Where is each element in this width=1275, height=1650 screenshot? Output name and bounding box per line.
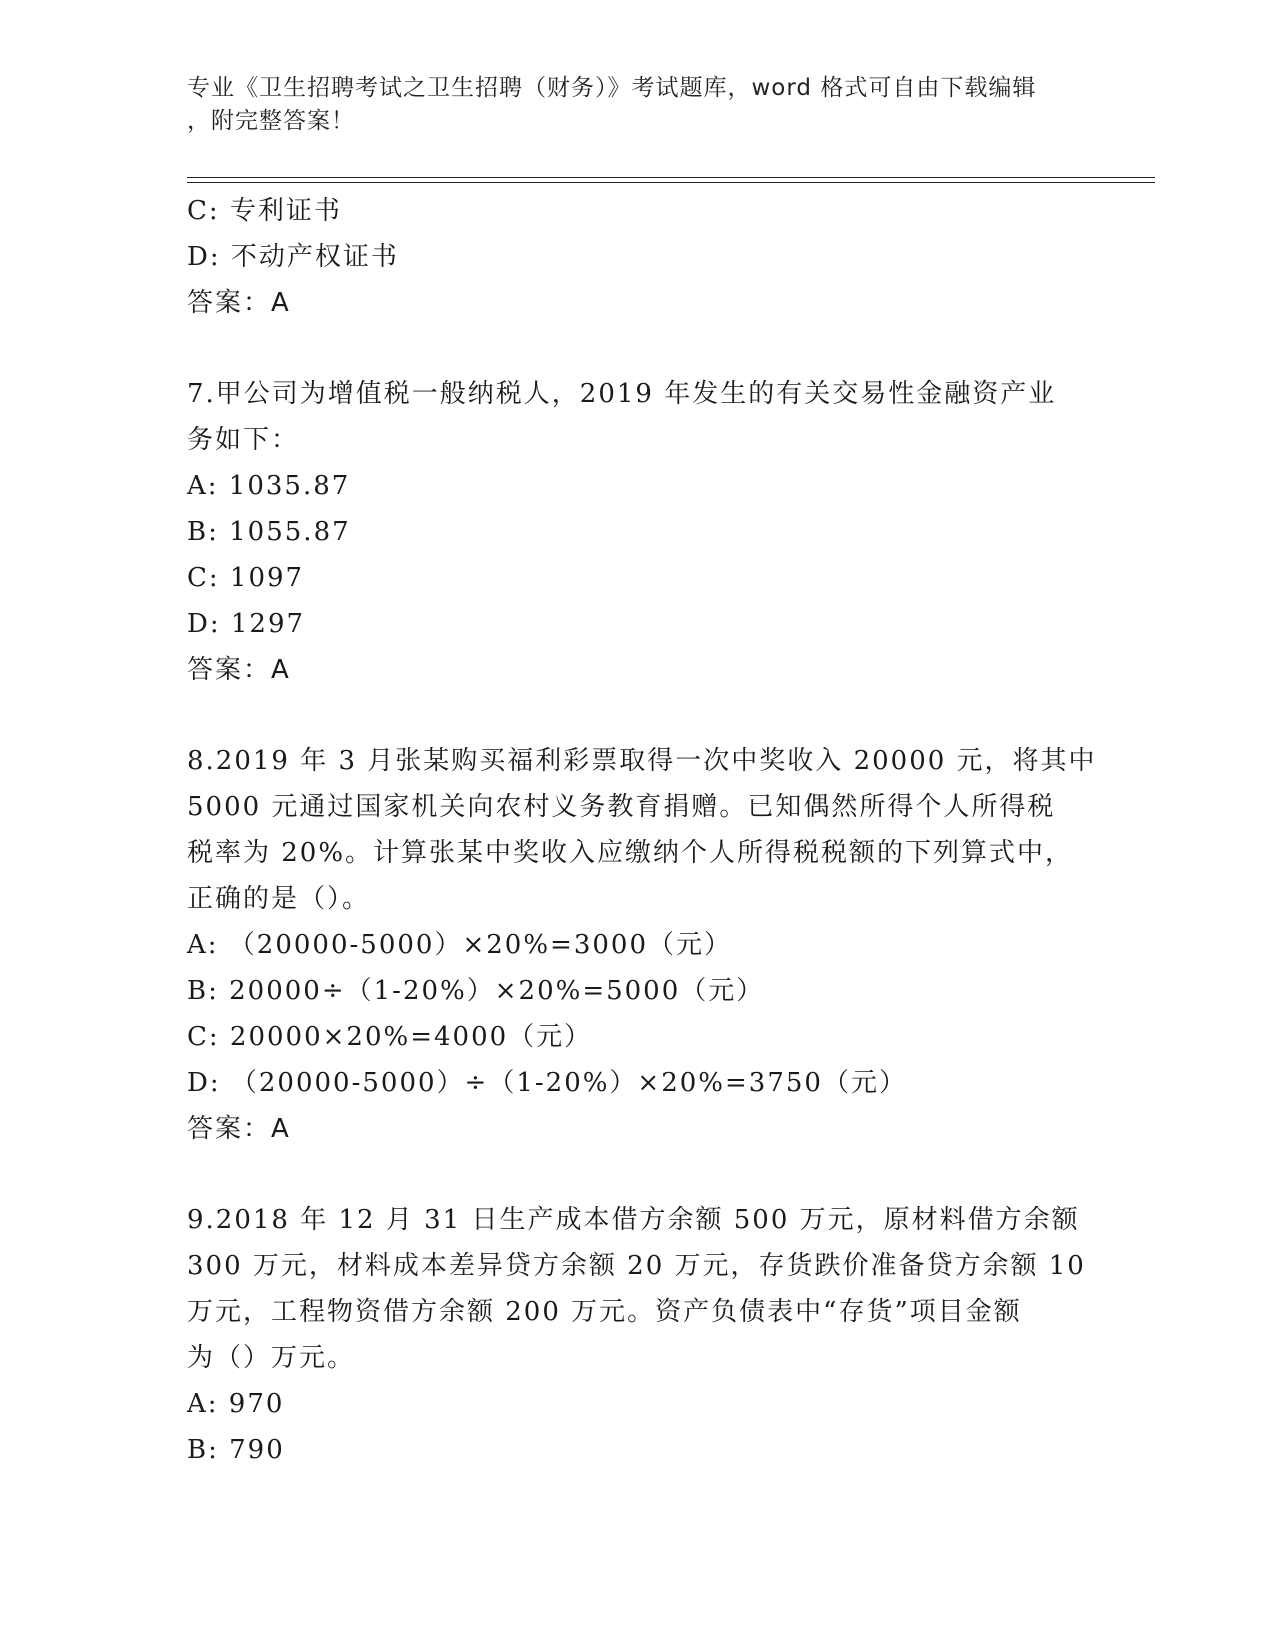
question-8 [187, 738, 1097, 1152]
option-a: A: 970 [187, 1389, 285, 1419]
question-stem: 8.2019 年 3 月张某购买福利彩票取得一次中奖收入 20000 元，将其中 [187, 746, 1097, 776]
question-stem: 为（）万元。 [187, 1343, 356, 1373]
answer-label: 答案：A [187, 288, 291, 318]
option-a: A: 1035.87 [187, 471, 351, 501]
header-divider-top [187, 177, 1155, 178]
option-c: C: 专利证书 [187, 196, 342, 226]
option-b: B: 20000÷（1-20%）×20%=5000（元） [187, 976, 765, 1006]
option-c: C: 1097 [187, 563, 305, 593]
question-stem: 务如下： [187, 425, 300, 455]
option-c: C: 20000×20%=4000（元） [187, 1022, 593, 1052]
answer-label: 答案：A [187, 655, 291, 685]
spacer [187, 693, 1087, 738]
question-6-tail [187, 188, 1087, 326]
spacer [187, 326, 1087, 371]
question-list [187, 188, 1097, 1473]
option-b: B: 1055.87 [187, 517, 351, 547]
question-stem: 7.甲公司为增值税一般纳税人，2019 年发生的有关交易性金融资产业 [187, 379, 1057, 409]
question-stem: 5000 元通过国家机关向农村义务教育捐赠。已知偶然所得个人所得税 [187, 792, 1056, 822]
option-b: B: 790 [187, 1435, 285, 1465]
header-divider-bottom [187, 182, 1155, 183]
question-stem: 税率为 20%。计算张某中奖收入应缴纳个人所得税税额的下列算式中， [187, 838, 1074, 868]
document-header [187, 72, 1067, 138]
question-stem: 300 万元，材料成本差异贷方余额 20 万元，存货跌价准备贷方余额 10 [187, 1251, 1086, 1281]
header-title-line-2: ，附完整答案！ [187, 108, 355, 134]
option-a: A: （20000-5000）×20%=3000（元） [187, 930, 732, 960]
spacer [187, 1152, 1087, 1197]
question-9 [187, 1197, 1087, 1473]
option-d: D: 1297 [187, 609, 306, 639]
answer-label: 答案：A [187, 1114, 291, 1144]
question-stem: 万元，工程物资借方余额 200 万元。资产负债表中“存货”项目金额 [187, 1297, 1022, 1327]
question-stem: 正确的是（）。 [187, 884, 371, 914]
question-stem: 9.2018 年 12 月 31 日生产成本借方余额 500 万元，原材料借方余额 [187, 1205, 1080, 1235]
header-title-line-1: 专业《卫生招聘考试之卫生招聘（财务）》考试题库，word 格式可自由下载编辑 [187, 75, 1037, 101]
option-d: D: （20000-5000）÷（1-20%）×20%=3750（元） [187, 1068, 907, 1098]
question-7 [187, 371, 1087, 693]
option-d: D: 不动产权证书 [187, 242, 399, 272]
